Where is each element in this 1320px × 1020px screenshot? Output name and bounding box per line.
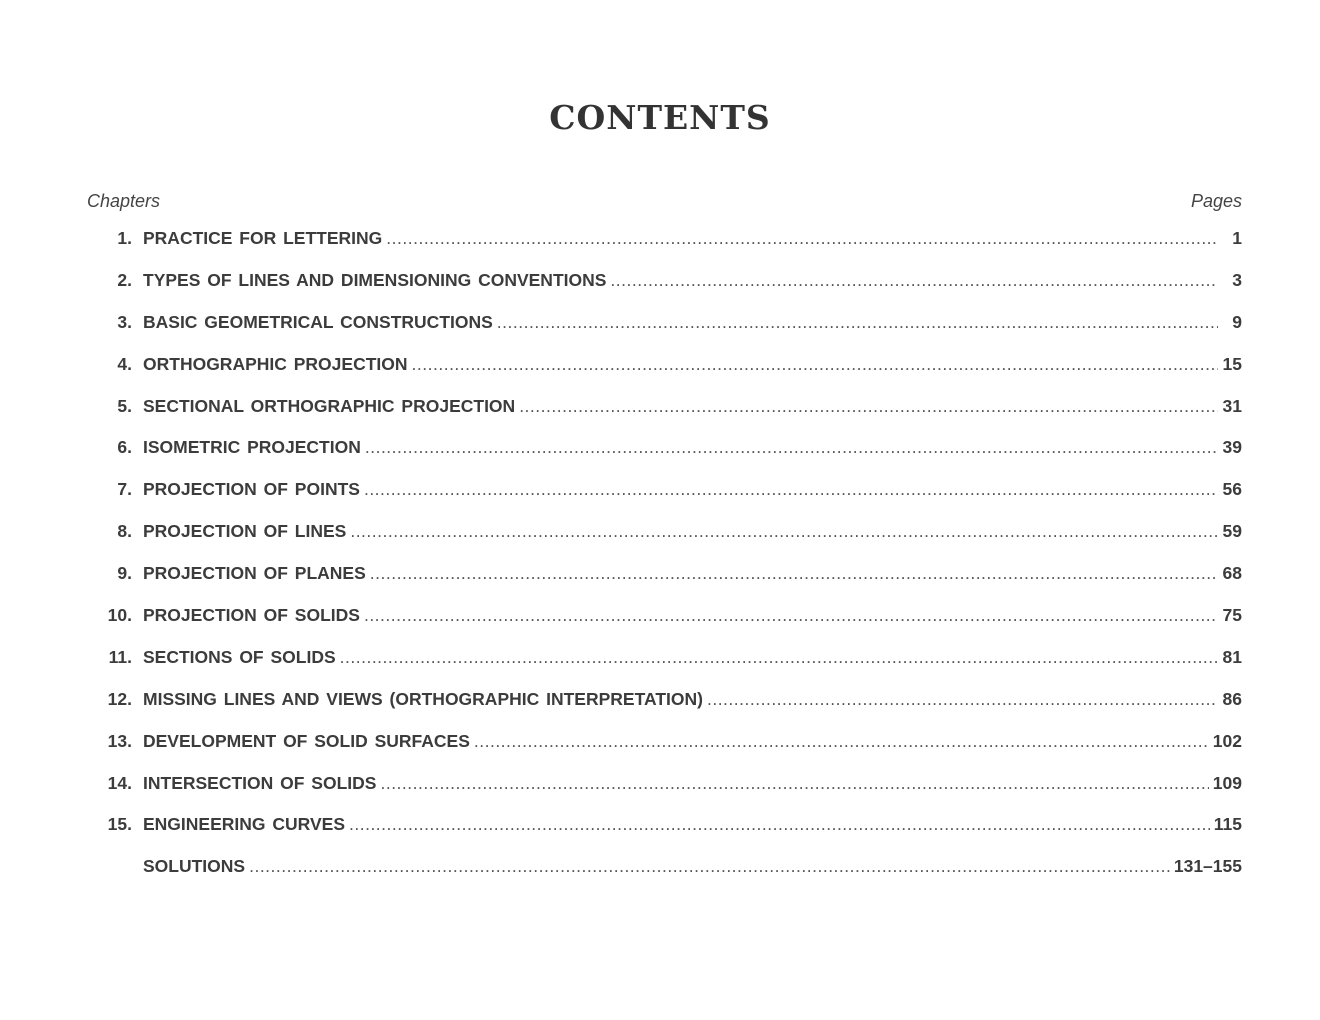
toc-entry-2[interactable] <box>100 264 1242 306</box>
dot-leader <box>364 599 1218 631</box>
chapter-title: SECTIONS OF SOLIDS <box>143 646 336 667</box>
chapter-number: 2. <box>117 269 132 290</box>
chapter-number: 7. <box>117 479 132 500</box>
page-number: 115 <box>1213 814 1242 835</box>
toc-entry-5[interactable] <box>100 390 1242 432</box>
chapter-number: 8. <box>117 521 132 542</box>
toc-entry-10[interactable] <box>100 599 1242 641</box>
chapter-number: 11. <box>108 646 132 667</box>
toc-entry-9[interactable] <box>100 557 1242 599</box>
dot-leader <box>474 725 1209 757</box>
table-of-contents <box>100 222 1242 892</box>
chapter-number: 3. <box>117 311 132 332</box>
page-title: CONTENTS <box>549 98 771 137</box>
page-number: 9 <box>1232 311 1242 332</box>
page-number: 102 <box>1212 730 1242 751</box>
chapter-title: ISOMETRIC PROJECTION <box>143 437 361 458</box>
chapter-number: 13. <box>107 730 132 751</box>
page-number: 75 <box>1222 605 1242 626</box>
dot-leader <box>350 515 1218 547</box>
toc-entry-4[interactable] <box>100 348 1242 390</box>
page-number: 31 <box>1222 395 1242 416</box>
dot-leader <box>610 264 1218 296</box>
toc-entry-12[interactable] <box>100 683 1242 725</box>
page-number: 59 <box>1222 521 1242 542</box>
chapter-title: PROJECTION OF LINES <box>143 521 347 542</box>
chapter-number: 6. <box>117 437 132 458</box>
dot-leader <box>340 641 1218 673</box>
dot-leader <box>249 850 1170 882</box>
toc-entry-1[interactable] <box>100 222 1242 264</box>
page-number: 39 <box>1222 437 1242 458</box>
toc-entry-11[interactable] <box>100 641 1242 683</box>
chapter-title: ORTHOGRAPHIC PROJECTION <box>143 353 408 374</box>
chapter-title: BASIC GEOMETRICAL CONSTRUCTIONS <box>143 311 493 332</box>
toc-entry-13[interactable] <box>100 725 1242 767</box>
page-number: 109 <box>1212 772 1242 793</box>
chapter-title: PRACTICE FOR LETTERING <box>143 228 383 248</box>
page-number: 131–155 <box>1173 856 1242 877</box>
chapter-number: 1. <box>117 228 132 248</box>
toc-entry-8[interactable] <box>100 515 1242 557</box>
chapter-number: 12. <box>107 688 132 709</box>
chapter-title: SOLUTIONS <box>143 856 246 877</box>
chapter-title: TYPES OF LINES AND DIMENSIONING CONVENTIONS <box>143 269 607 290</box>
toc-entry-15[interactable] <box>100 808 1242 850</box>
toc-entry-6[interactable] <box>100 431 1242 473</box>
chapters-column-header: Chapters <box>87 191 161 211</box>
dot-leader <box>497 306 1218 338</box>
chapter-number: 10. <box>107 605 132 626</box>
dot-leader <box>380 767 1208 799</box>
chapter-title: ENGINEERING CURVES <box>143 814 345 835</box>
dot-leader <box>370 557 1218 589</box>
chapter-number: 15. <box>107 814 132 835</box>
chapter-number: 5. <box>117 395 132 416</box>
chapter-title: PROJECTION OF SOLIDS <box>143 605 360 626</box>
dot-leader <box>386 222 1218 254</box>
page-number: 86 <box>1222 688 1242 709</box>
page-number: 68 <box>1222 563 1242 584</box>
chapter-number: 14. <box>107 772 132 793</box>
pages-column-header: Pages <box>1190 191 1242 211</box>
toc-entry-solutions[interactable] <box>100 850 1242 892</box>
chapter-title: PROJECTION OF PLANES <box>143 563 366 584</box>
dot-leader <box>364 473 1218 505</box>
dot-leader <box>365 431 1218 463</box>
page-number: 81 <box>1222 646 1242 667</box>
page-number: 56 <box>1222 479 1242 500</box>
chapter-number: 4. <box>117 353 132 374</box>
page-number: 3 <box>1232 269 1242 290</box>
chapter-number: 9. <box>117 563 132 584</box>
page-number: 15 <box>1222 353 1242 374</box>
chapter-title: MISSING LINES AND VIEWS (ORTHOGRAPHIC INTERPRETATION) <box>143 688 703 709</box>
dot-leader <box>707 683 1218 715</box>
dot-leader <box>349 808 1210 840</box>
dot-leader <box>519 390 1218 422</box>
page-number: 1 <box>1232 228 1242 248</box>
toc-entry-7[interactable] <box>100 473 1242 515</box>
chapter-title: SECTIONAL ORTHOGRAPHIC PROJECTION <box>143 395 516 416</box>
dot-leader <box>412 348 1218 380</box>
chapter-title: INTERSECTION OF SOLIDS <box>143 772 377 793</box>
toc-entry-3[interactable] <box>100 306 1242 348</box>
chapter-title: PROJECTION OF POINTS <box>143 479 360 500</box>
toc-entry-14[interactable] <box>100 767 1242 809</box>
chapter-title: DEVELOPMENT OF SOLID SURFACES <box>143 730 470 751</box>
